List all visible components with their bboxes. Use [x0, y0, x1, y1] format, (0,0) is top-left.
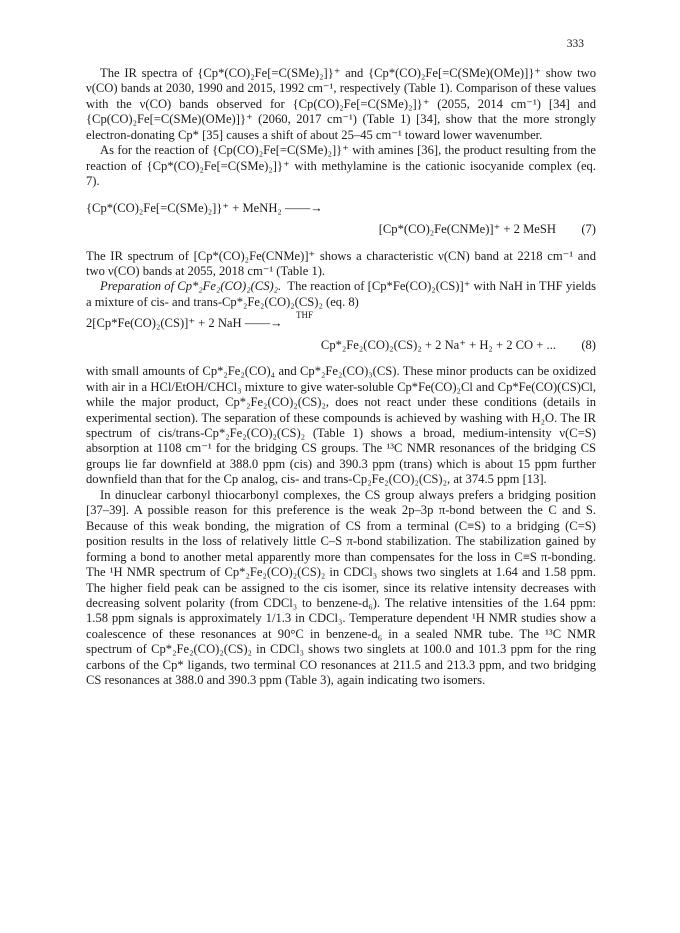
- equation-8-reactants: 2[Cp*Fe(CO)₂(CS)]⁺ + 2 NaH ——→ THF: [86, 310, 314, 331]
- article-body: [86, 66, 596, 689]
- preparation-text: The reaction of [Cp*Fe(CO)₂(CS)]⁺ with NaH in THF yields a mixture of cis- and trans-Cp*₂Fe₂(CO)₂(CS)₂ (eq. 8): [86, 279, 596, 309]
- paragraph-bridging-cs: In dinuclear carbonyl thiocarbonyl complexes, the CS group always prefers a bridging position [37–39]. A possible reason for this preference is the weak 2p–3p π-bond between the C and S. Because of this weak bonding, the migration of CS from a terminal (C≡S) to a bridging (C=S) position results in the loss of relatively little C–S π-bond stabilization. The stabilization gained by forming a bond to another metal apparently more than compensates for the loss in C≡S π-bonding. The ¹H NMR spectrum of Cp*₂Fe₂(CO)₂(CS)₂ in CDCl₃ shows two singlets at 1.64 and 1.58 ppm. The higher field peak can be assigned to the cis isomer, since its relative intensity decreases with decreasing solvent polarity (from CDCl₃ to benzene-d₆). The relative intensities of the 1.64 ppm: 1.58 ppm signals is approximately 1/1.3 in CDCl₃. Temperature dependent ¹H NMR studies show a coalescence of these resonances at 90°C in benzene-d₆ in a sealed NMR tube. The ¹³C NMR spectrum of Cp*₂Fe₂(CO)₂(CS)₂ in CDCl₃ shows two singlets at 100.0 and 101.3 ppm for the ring carbons of the Cp* ligands, two terminal CO resonances at 211.5 and 213.3 ppm, and two bridging CS resonances at 388.0 and 390.3 ppm (Table 3), again indicating two isomers.: [86, 487, 596, 688]
- equation-8-number: (8): [581, 337, 596, 352]
- equation-8-arrow-label: THF: [296, 310, 314, 321]
- equation-8-products-text: Cp*₂Fe₂(CO)₂(CS)₂ + 2 Na⁺ + H₂ + 2 CO + ...: [320, 337, 556, 352]
- preparation-heading: Preparation of Cp*₂Fe₂(CO)₂(CS)₂.: [100, 279, 282, 294]
- paragraph-minor-products: with small amounts of Cp*₂Fe₂(CO)₄ and Cp*₂Fe₂(CO)₃(CS). These minor products can be oxidized with air in a HCl/EtOH/CHCl₃ mixture to give water-soluble Cp*Fe(CO)₂Cl and Cp*Fe(CO)(CS)Cl, while the major product, Cp*₂Fe₂(CO)₂(CS)₂, does not react under these conditions (details in experimental section). The separation of these compounds is achieved by washing with H₂O. The IR spectrum of cis/trans-Cp*₂Fe₂(CO)₂(CS)₂ (Table 1) shows a broad, medium-intensity ν(C=S) absorption at 1108 cm⁻¹ for the bridging CS groups. The ¹³C NMR resonances of the bridging CS groups lie far downfield at 388.0 ppm (cis) and 390.3 ppm (trans) which is about 15 ppm further downfield than that for the Cp analog, cis- and trans-Cp₂Fe₂(CO)₂(CS)₂, at 374.5 ppm [13].: [86, 364, 596, 487]
- paragraph-amine-reaction: As for the reaction of {Cp(CO)₂Fe[=C(SMe)₂]}⁺ with amines [36], the product resulting from the reaction of {Cp*(CO)₂Fe[=C(SMe)₂]}⁺ with methylamine is the cationic isocyanide complex (eq. 7).: [86, 143, 596, 189]
- paragraph-ir-carbene: The IR spectra of {Cp*(CO)₂Fe[=C(SMe)₂]}⁺ and {Cp*(CO)₂Fe[=C(SMe)(OMe)]}⁺ show two ν(CO) bands at 2030, 1990 and 2015, 1992 cm⁻¹, respectively (Table 1). Comparison of these values with the ν(CO) bands observed for {Cp(CO)₂Fe[=C(SMe)₂]}⁺ (2055, 2014 cm⁻¹) [34] and {Cp(CO)₂Fe[=C(SMe)(OMe)]}⁺ (2060, 2017 cm⁻¹) (Table 1) [34], show that the more strongly electron-donating Cp* [35] causes a shift of about 25–45 cm⁻¹ toward lower wavenumber.: [86, 66, 596, 142]
- equation-7-reactants: {Cp*(CO)₂Fe[=C(SMe)₂]}⁺ + MeNH₂ ——→: [86, 200, 323, 215]
- equation-7-products-text: [Cp*(CO)₂Fe(CNMe)]⁺ + 2 MeSH: [378, 222, 556, 237]
- equation-7-number: (7): [581, 222, 596, 237]
- paragraph-isocyanide-ir: The IR spectrum of [Cp*(CO)₂Fe(CNMe)]⁺ shows a characteristic ν(CN) band at 2218 cm⁻¹ and two ν(CO) bands at 2055, 2018 cm⁻¹ (Table 1).: [86, 248, 596, 278]
- paragraph-preparation: [86, 279, 596, 310]
- equation-7-products: [86, 222, 596, 237]
- page-number: 333: [566, 38, 584, 50]
- equation-8-products: [86, 338, 596, 353]
